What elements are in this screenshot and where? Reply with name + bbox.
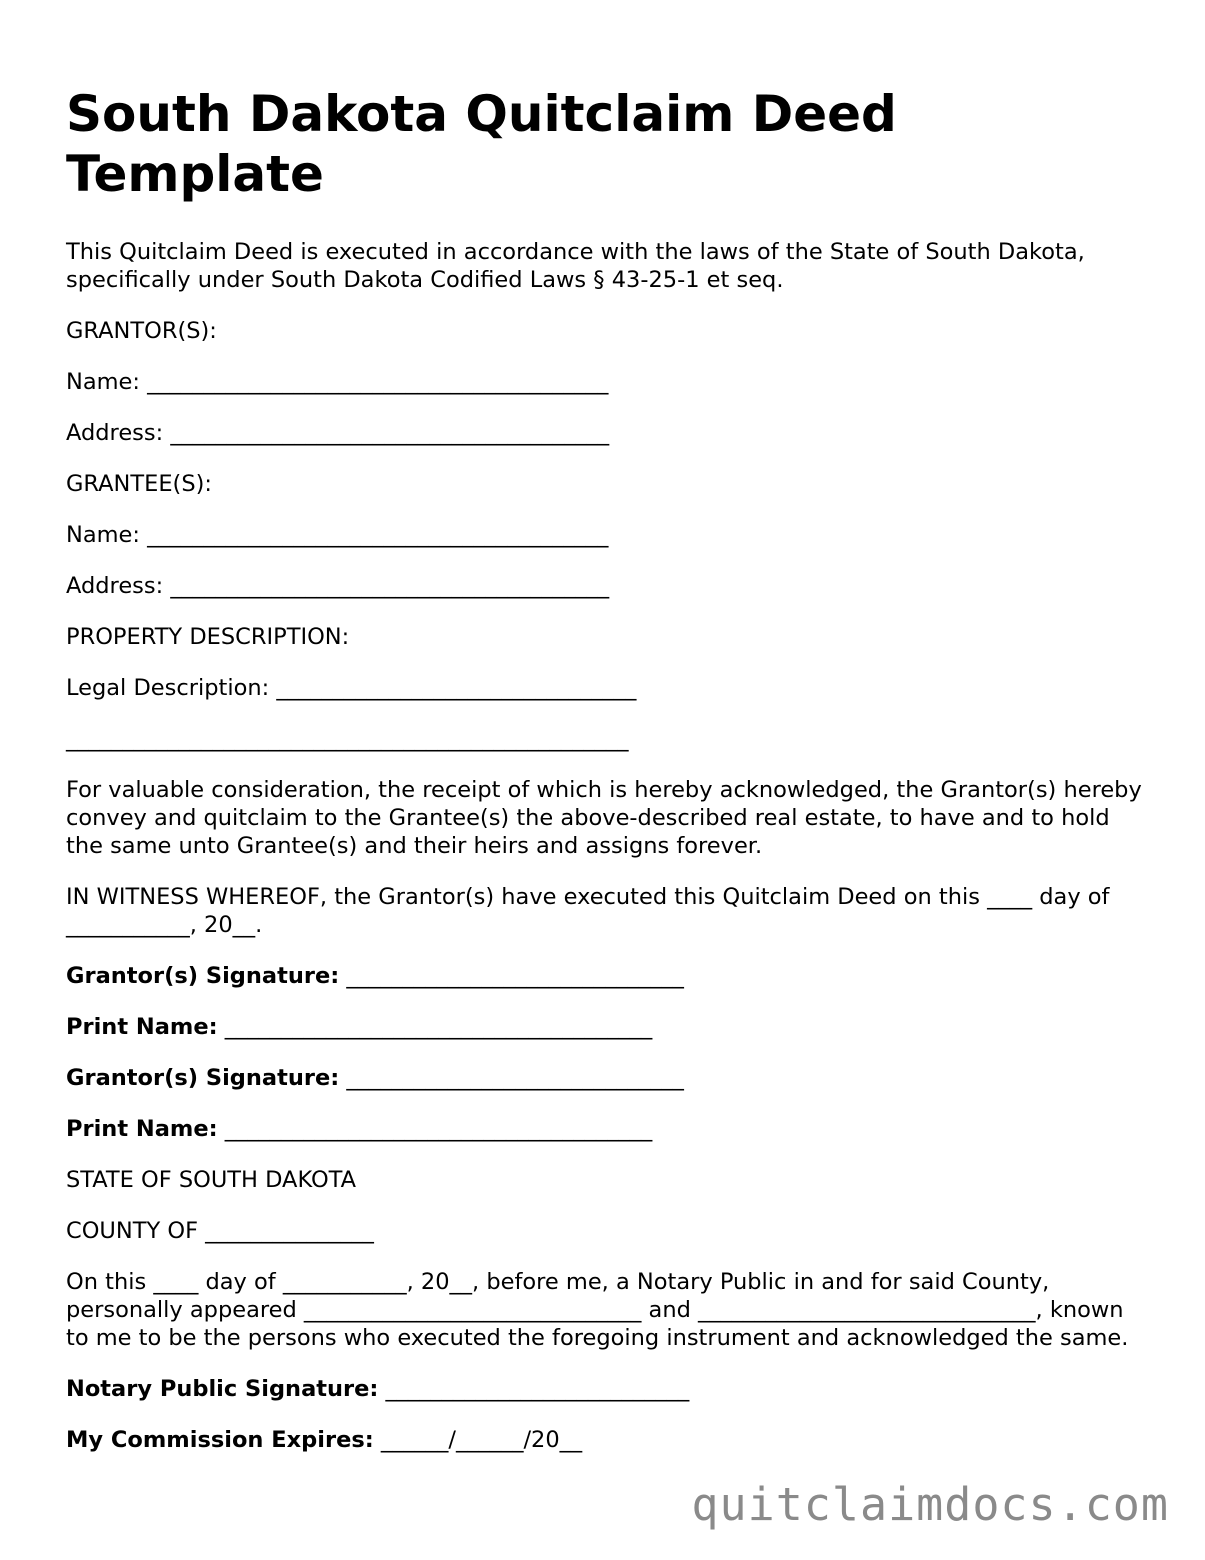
grantor-heading: GRANTOR(S):: [66, 318, 217, 344]
print-name-1[interactable]: [66, 1013, 1146, 1041]
grantor-signature-1[interactable]: [66, 962, 1146, 990]
page-title: South Dakota Quitclaim Deed Template: [66, 85, 897, 203]
county-field[interactable]: COUNTY OF _______________: [66, 1218, 374, 1244]
commission-date-line[interactable]: ______/______/20__: [380, 1427, 583, 1453]
notary-paragraph: On this ____ day of ___________, 20__, before me, a Notary Public in and for said County, personally appeared ______________________________ and ______________________________, known to me to be the persons who executed the foregoing instrument and acknowledged the same.: [66, 1269, 1129, 1351]
print-name-label: Print Name:: [66, 1116, 218, 1142]
watermark-text: quitclaimdocs.com: [691, 1478, 1169, 1531]
grantor-signature-2[interactable]: [66, 1064, 1146, 1092]
grantee-address-field[interactable]: Address: _______________________________________: [66, 573, 610, 599]
signature-label: Grantor(s) Signature:: [66, 963, 340, 989]
notary-signature-line[interactable]: ___________________________: [385, 1376, 690, 1402]
signature-line[interactable]: ______________________________: [346, 963, 684, 989]
grantee-name-field[interactable]: Name: _________________________________________: [66, 522, 609, 548]
commission-expires[interactable]: [66, 1426, 1146, 1454]
print-name-2[interactable]: [66, 1115, 1146, 1143]
notary-signature[interactable]: [66, 1375, 1146, 1403]
grantee-heading: GRANTEE(S):: [66, 471, 212, 497]
legal-description-extra-line[interactable]: __________________________________________________: [66, 726, 629, 752]
print-name-line[interactable]: ______________________________________: [224, 1014, 653, 1040]
print-name-label: Print Name:: [66, 1014, 218, 1040]
signature-line[interactable]: ______________________________: [346, 1065, 684, 1091]
legal-description-field[interactable]: Legal Description: ________________________________: [66, 675, 637, 701]
grantor-address-field[interactable]: Address: _______________________________________: [66, 420, 610, 446]
print-name-line[interactable]: ______________________________________: [224, 1116, 653, 1142]
conveyance-paragraph: For valuable consideration, the receipt of which is hereby acknowledged, the Grantor(s) hereby convey and quitclaim to the Grantee(s) the above-described real estate, to have and to hold the same unto Grantee(s) and their heirs and assigns forever.: [66, 777, 1142, 859]
commission-label: My Commission Expires:: [66, 1427, 374, 1453]
deed-page: [66, 84, 1146, 1477]
state-line: STATE OF SOUTH DAKOTA: [66, 1167, 357, 1193]
grantor-name-field[interactable]: Name: _________________________________________: [66, 369, 609, 395]
signature-label: Grantor(s) Signature:: [66, 1065, 340, 1091]
witness-paragraph: IN WITNESS WHEREOF, the Grantor(s) have executed this Quitclaim Deed on this ____ day of ___________, 20__.: [66, 884, 1110, 938]
intro-paragraph: This Quitclaim Deed is executed in accordance with the laws of the State of South Dakota, specifically under South Dakota Codified Laws § 43-25-1 et seq.: [66, 239, 1085, 293]
property-heading: PROPERTY DESCRIPTION:: [66, 624, 350, 650]
notary-signature-label: Notary Public Signature:: [66, 1376, 379, 1402]
